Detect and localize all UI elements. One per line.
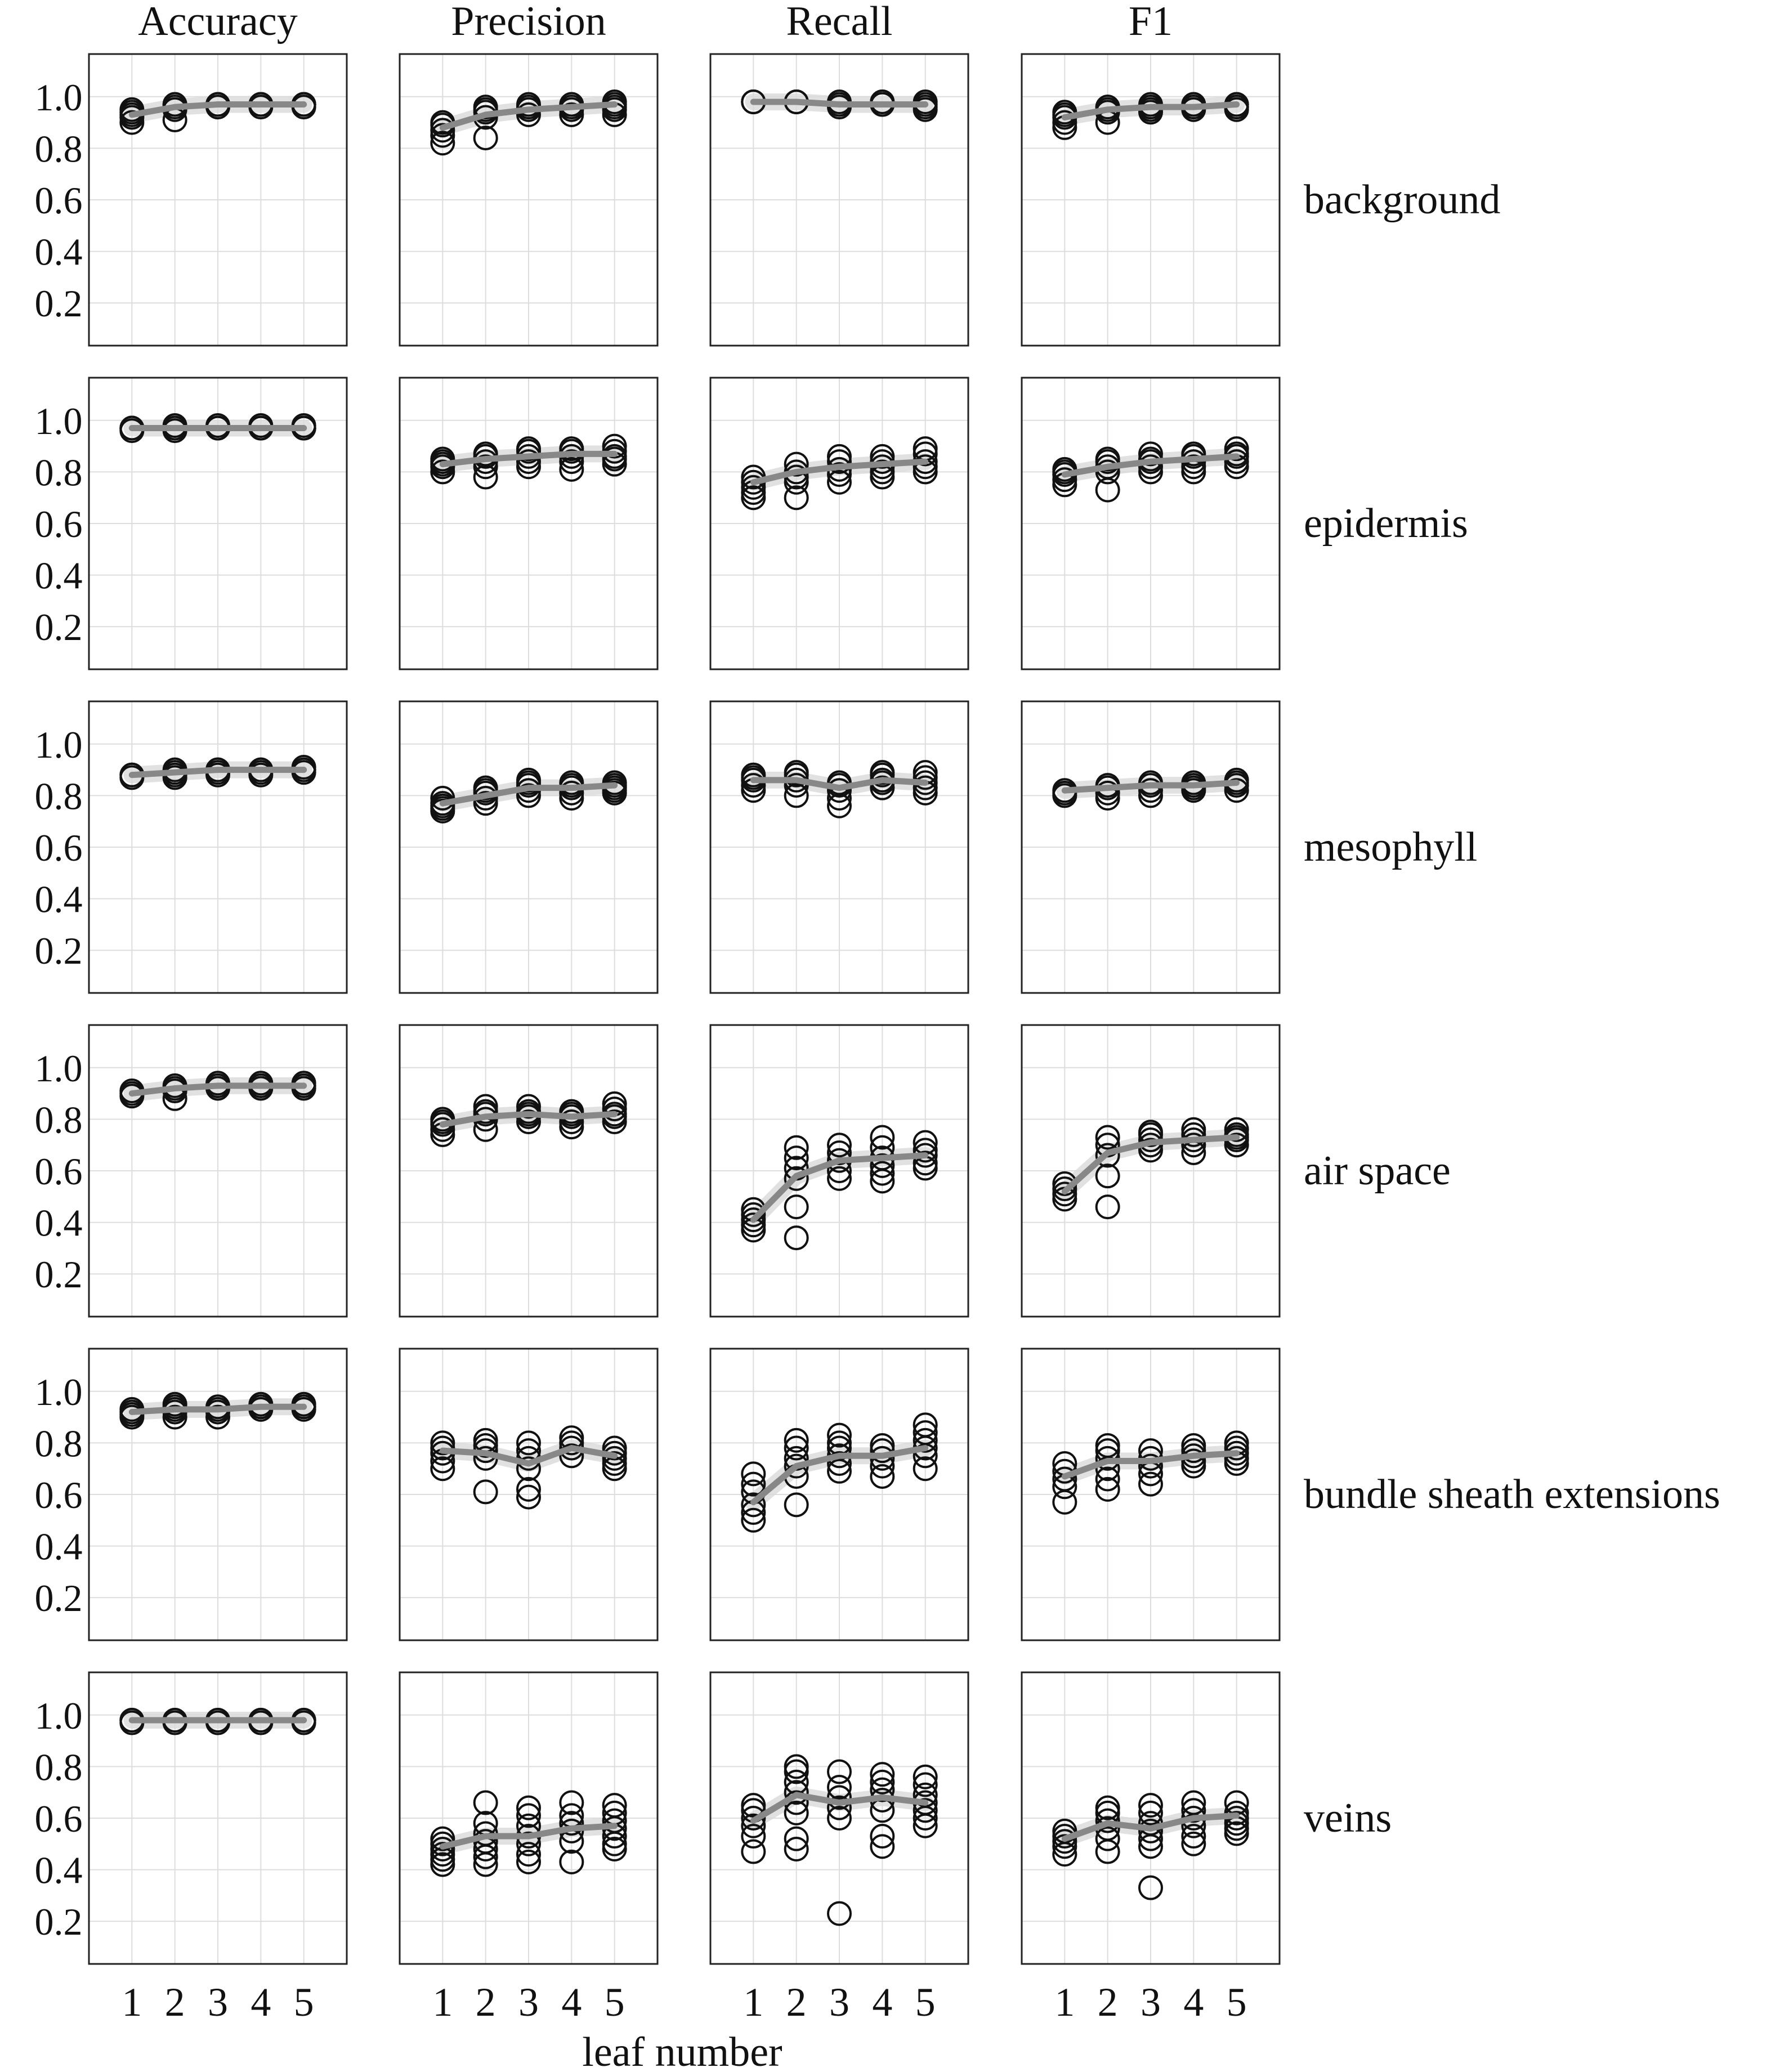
x-tick-label: 3 xyxy=(518,1980,539,2025)
panel-2-3 xyxy=(1022,701,1280,993)
panel-3-0 xyxy=(89,1025,347,1317)
row-label-1: epidermis xyxy=(1304,500,1468,547)
x-tick-label: 3 xyxy=(829,1980,849,2025)
x-tick-label: 5 xyxy=(293,1980,314,2025)
panel-2-1 xyxy=(400,701,658,993)
row-label-4: bundle sheath extensions xyxy=(1304,1471,1720,1518)
panel-1-0 xyxy=(89,378,347,669)
panel-5-1 xyxy=(400,1672,658,1964)
row-label-2: mesophyll xyxy=(1304,824,1478,870)
y-tick-label: 0.2 xyxy=(34,1253,83,1296)
x-tick-label: 5 xyxy=(915,1980,936,2025)
x-tick-label: 5 xyxy=(1226,1980,1247,2025)
y-tick-label: 0.6 xyxy=(34,1474,83,1516)
panel-0-2 xyxy=(710,54,968,346)
panel-5-2 xyxy=(710,1672,968,1964)
y-tick-label: 1.0 xyxy=(34,1694,83,1737)
x-tick-label: 4 xyxy=(251,1980,271,2025)
panel-4-0 xyxy=(89,1349,347,1640)
panel-5-3 xyxy=(1022,1672,1280,1964)
y-tick-label: 0.2 xyxy=(34,929,83,973)
column-title-0: Accuracy xyxy=(138,0,298,44)
y-tick-label: 0.8 xyxy=(34,1746,83,1789)
panel-4-2 xyxy=(710,1349,968,1640)
panel-3-3 xyxy=(1022,1025,1280,1317)
row-label-3: air space xyxy=(1304,1148,1451,1194)
y-tick-label: 1.0 xyxy=(34,723,83,766)
panel-2-2 xyxy=(710,701,968,993)
y-tick-label: 0.4 xyxy=(34,878,83,921)
y-tick-label: 0.6 xyxy=(34,826,83,869)
y-tick-label: 0.8 xyxy=(34,127,83,171)
y-tick-label: 1.0 xyxy=(34,1370,83,1413)
y-tick-label: 0.8 xyxy=(34,451,83,494)
x-tick-label: 4 xyxy=(1183,1980,1204,2025)
panel-1-3 xyxy=(1022,378,1280,669)
column-title-3: F1 xyxy=(1128,0,1173,44)
y-tick-label: 0.2 xyxy=(34,1900,83,1944)
x-tick-label: 5 xyxy=(604,1980,625,2025)
y-tick-label: 1.0 xyxy=(34,1046,83,1090)
y-tick-label: 0.4 xyxy=(34,1525,83,1568)
y-tick-label: 0.2 xyxy=(34,282,83,325)
x-axis-label: leaf number xyxy=(582,2029,782,2072)
x-tick-label: 1 xyxy=(432,1980,453,2025)
x-tick-label: 4 xyxy=(561,1980,582,2025)
panel-4-3 xyxy=(1022,1349,1280,1640)
row-label-0: background xyxy=(1304,177,1501,223)
panel-5-0 xyxy=(89,1672,347,1964)
x-tick-label: 1 xyxy=(122,1980,142,2025)
y-tick-label: 0.8 xyxy=(34,1098,83,1142)
panel-3-1 xyxy=(400,1025,658,1317)
y-tick-label: 0.2 xyxy=(34,1577,83,1620)
y-tick-label: 0.6 xyxy=(34,503,83,545)
column-title-1: Precision xyxy=(451,0,606,44)
x-tick-label: 2 xyxy=(1097,1980,1118,2025)
x-tick-label: 2 xyxy=(786,1980,807,2025)
x-tick-label: 4 xyxy=(872,1980,893,2025)
panel-2-0 xyxy=(89,701,347,993)
y-tick-label: 0.4 xyxy=(34,1849,83,1892)
row-label-5: veins xyxy=(1304,1795,1392,1841)
panel-4-1 xyxy=(400,1349,658,1640)
panel-1-2 xyxy=(710,378,968,669)
x-tick-label: 1 xyxy=(743,1980,764,2025)
column-title-2: Recall xyxy=(786,0,893,44)
y-tick-label: 0.6 xyxy=(34,1150,83,1193)
x-tick-label: 3 xyxy=(1141,1980,1161,2025)
y-tick-label: 0.4 xyxy=(34,1201,83,1245)
x-tick-label: 3 xyxy=(208,1980,228,2025)
trend-line xyxy=(753,102,925,105)
panel-3-2 xyxy=(710,1025,968,1317)
y-tick-label: 0.8 xyxy=(34,775,83,818)
panel-0-1 xyxy=(400,54,658,346)
panel-0-3 xyxy=(1022,54,1280,346)
x-tick-label: 2 xyxy=(475,1980,496,2025)
x-tick-label: 1 xyxy=(1054,1980,1075,2025)
panel-0-0 xyxy=(89,54,347,346)
y-tick-label: 0.8 xyxy=(34,1422,83,1465)
y-tick-label: 0.6 xyxy=(34,179,83,222)
y-tick-label: 1.0 xyxy=(34,75,83,119)
y-tick-label: 0.4 xyxy=(34,230,83,274)
y-tick-label: 0.4 xyxy=(34,554,83,597)
y-tick-label: 1.0 xyxy=(34,399,83,442)
x-tick-label: 2 xyxy=(164,1980,185,2025)
y-tick-label: 0.2 xyxy=(34,606,83,649)
panel-1-1 xyxy=(400,378,658,669)
y-tick-label: 0.6 xyxy=(34,1797,83,1840)
